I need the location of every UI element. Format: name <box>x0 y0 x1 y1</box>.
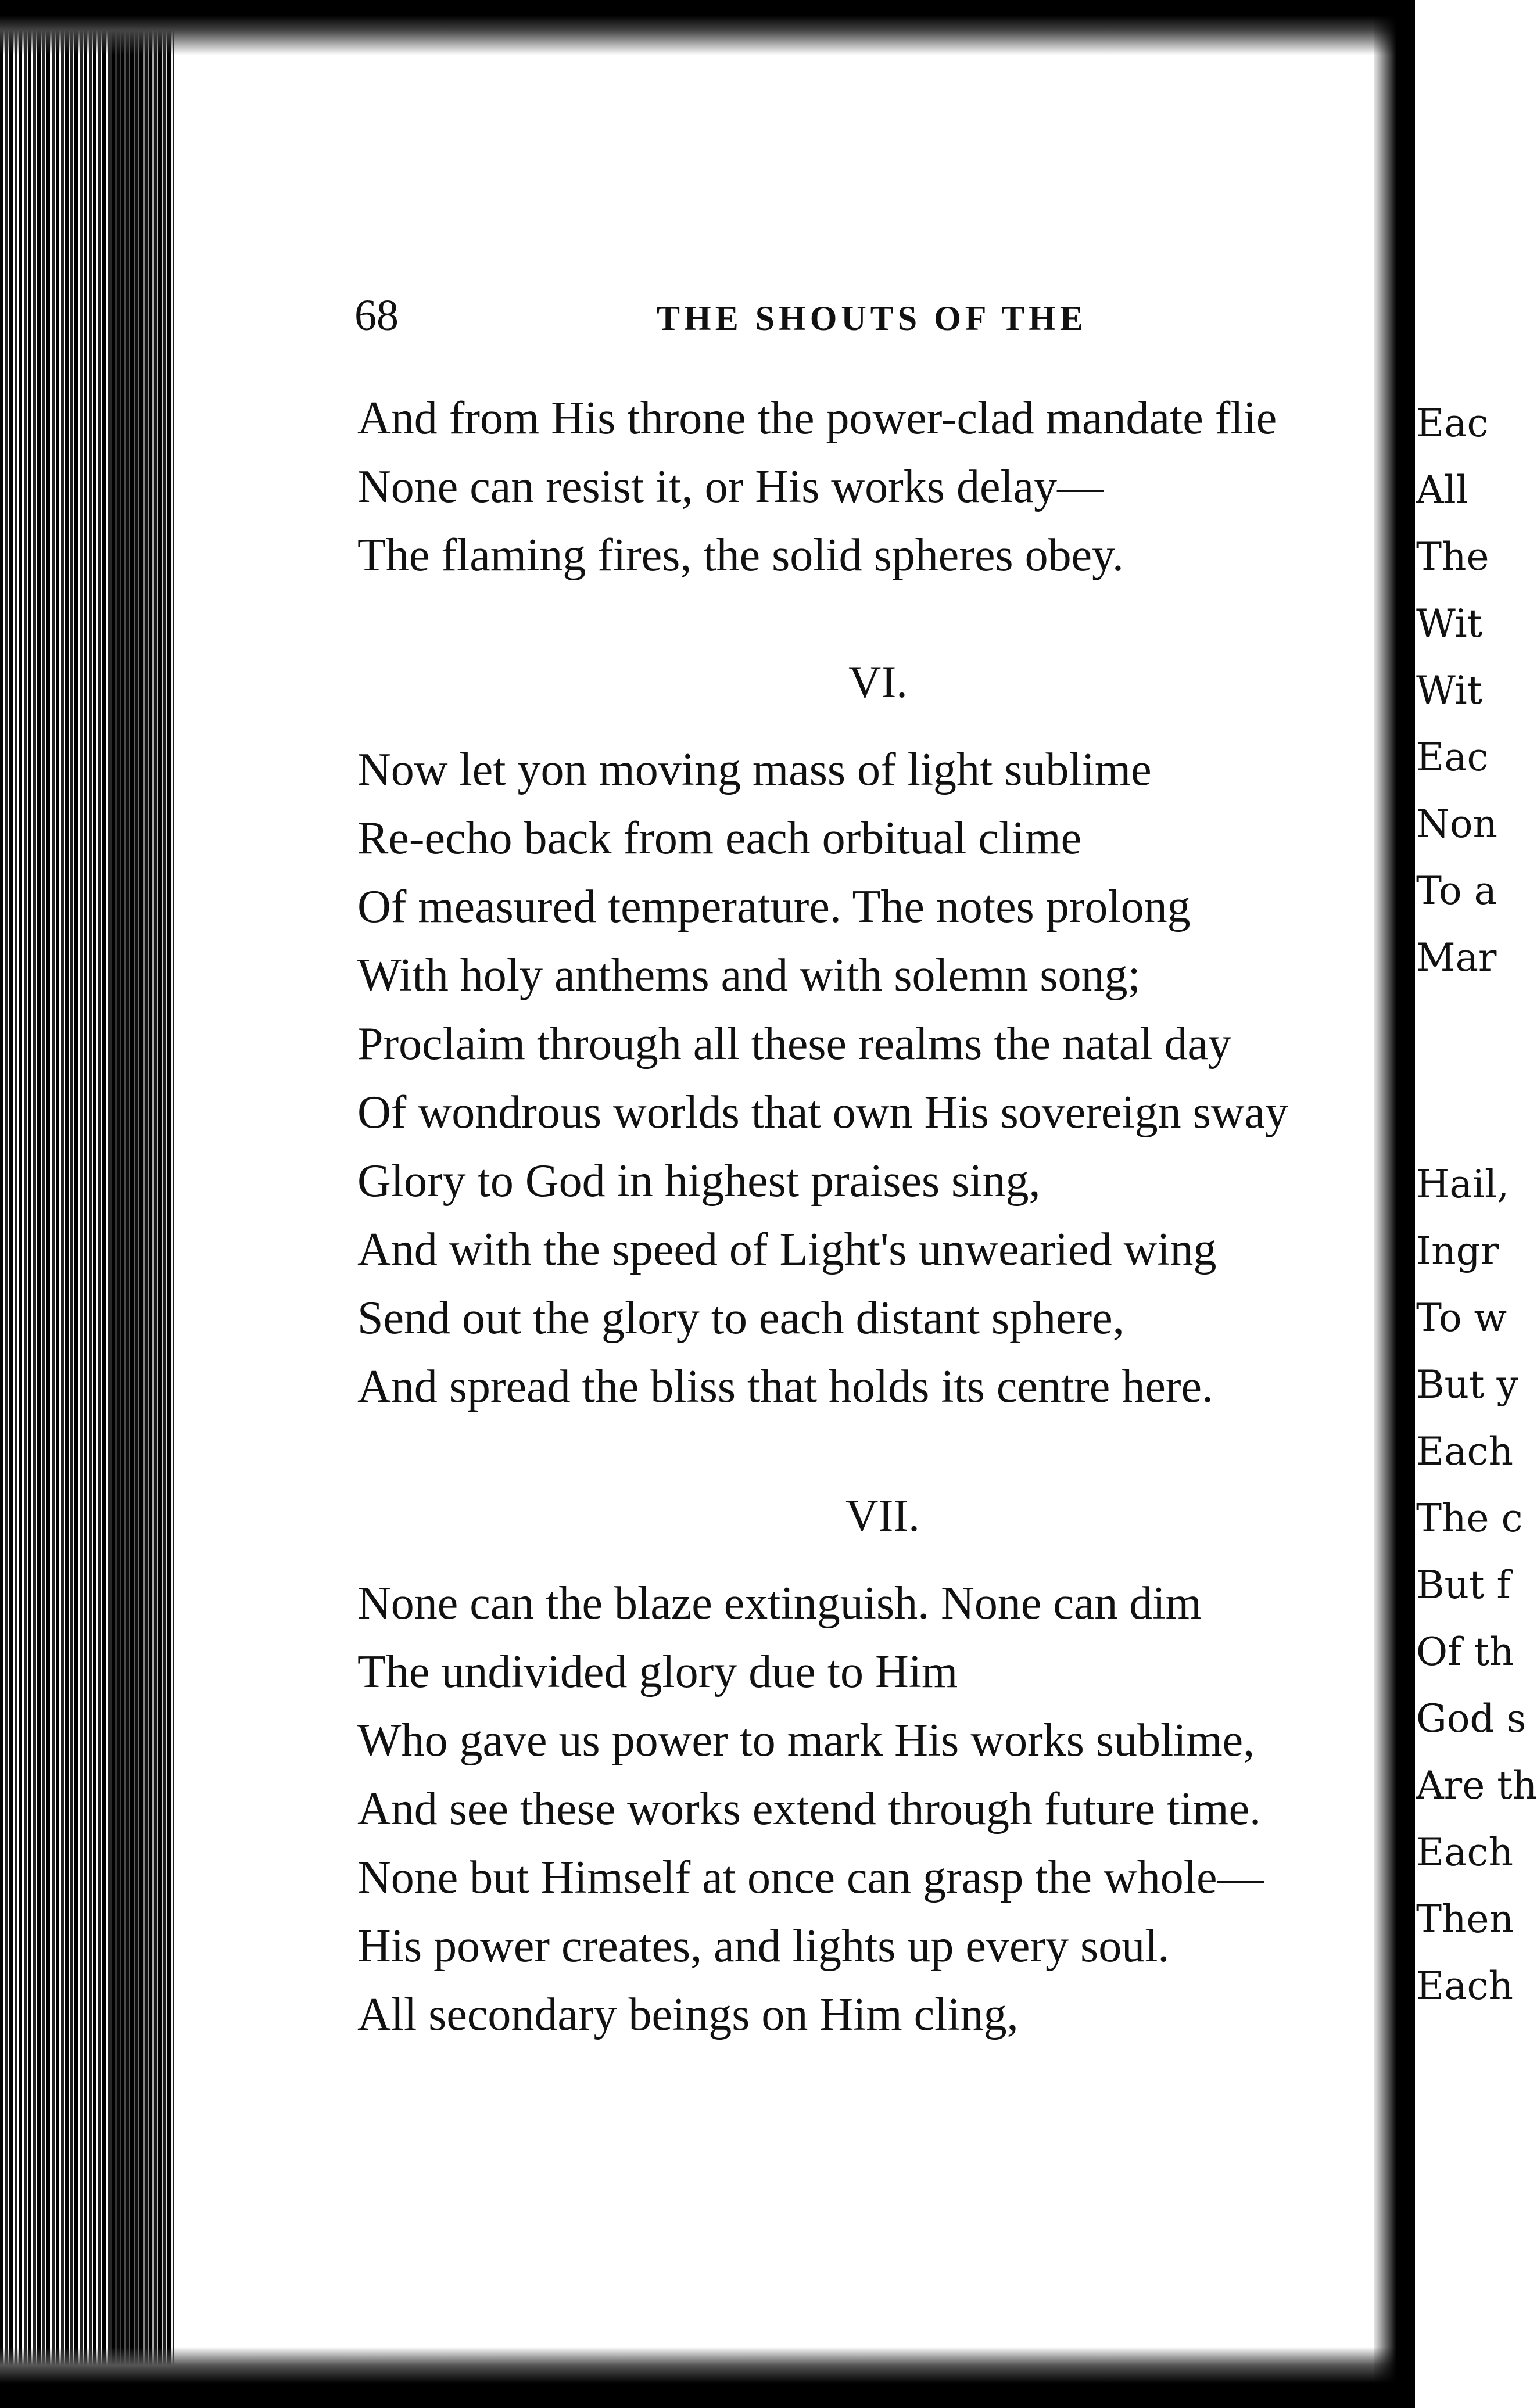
poem-line: Send out the glory to each distant sphere, <box>357 1293 1124 1344</box>
poem-line: None but Himself at once can grasp the whole— <box>357 1852 1264 1903</box>
facing-page-fragment: God s <box>1416 1696 1527 1741</box>
poem-line: With holy anthems and with solemn song; <box>357 950 1141 1001</box>
poem-line: The undivided glory due to Him <box>357 1646 958 1698</box>
facing-page-fragment: All <box>1416 468 1468 512</box>
scan-top-edge <box>0 0 1482 55</box>
facing-page-fragment: Each <box>1416 1830 1513 1875</box>
page-header <box>354 290 1284 343</box>
facing-page-fragment: But y <box>1416 1362 1518 1407</box>
facing-page-fragment: To w <box>1416 1295 1507 1340</box>
facing-page-fragment: Wit <box>1416 668 1483 713</box>
facing-page-fragment: Mar <box>1416 935 1497 980</box>
facing-page-fragment: Ingr <box>1416 1229 1499 1273</box>
poem-line: The flaming fires, the solid spheres obey. <box>357 530 1124 581</box>
poem-line: Of wondrous worlds that own His sovereign sway <box>357 1087 1289 1138</box>
page-number: 68 <box>354 291 399 340</box>
facing-page <box>1415 0 1537 2408</box>
poem-line: Re-echo back from each orbitual clime <box>357 813 1082 864</box>
poem-line: Now let yon moving mass of light sublime <box>357 744 1152 795</box>
poem-line: None can the blaze extinguish. None can dim <box>357 1578 1202 1629</box>
facing-page-fragment: Eac <box>1416 401 1489 446</box>
facing-page-fragment: Wit <box>1416 601 1483 646</box>
facing-page-fragment: Then <box>1416 1897 1514 1942</box>
poem-line: Who gave us power to mark His works sublime, <box>357 1715 1255 1766</box>
facing-page-fragment: The <box>1416 534 1489 579</box>
poem-line: And see these works extend through future time. <box>357 1783 1262 1835</box>
stanza-number: VI. <box>848 656 908 707</box>
facing-page-fragment: Of th <box>1416 1630 1514 1674</box>
facing-page-fragment: Eac <box>1416 735 1489 780</box>
facing-page-fragment: Each <box>1416 1429 1513 1474</box>
facing-page-fragment: Each <box>1416 1964 1513 2008</box>
poem-line: Proclaim through all these realms the natal day <box>357 1018 1231 1070</box>
scan-bottom-edge <box>0 2347 1482 2408</box>
book-gutter <box>1374 0 1415 2408</box>
running-head: THE SHOUTS OF THE <box>657 299 1087 338</box>
poem-line: And from His throne the power-clad mandate flie <box>357 393 1277 444</box>
poem-line: Glory to God in highest praises sing, <box>357 1155 1041 1207</box>
facing-page-fragment: Are th <box>1416 1763 1537 1808</box>
facing-page-fragment: The c <box>1416 1496 1523 1541</box>
stanza-number: VII. <box>845 1490 920 1541</box>
poem-line: And spread the bliss that holds its centre here. <box>357 1361 1213 1412</box>
poem-line: His power creates, and lights up every soul. <box>357 1921 1170 1972</box>
poem-line: None can resist it, or His works delay— <box>357 461 1104 512</box>
poem-line: Of measured temperature. The notes prolong <box>357 881 1191 932</box>
facing-page-fragment: But f <box>1416 1563 1511 1607</box>
poem-line: All secondary beings on Him cling, <box>357 1989 1019 2040</box>
facing-page-fragment: To a <box>1416 869 1497 913</box>
scan-left-edge <box>0 0 174 2408</box>
facing-page-fragment: Hail, <box>1416 1162 1510 1207</box>
poem-line: And with the speed of Light's unwearied wing <box>357 1224 1217 1275</box>
facing-page-fragment: Non <box>1416 802 1497 846</box>
